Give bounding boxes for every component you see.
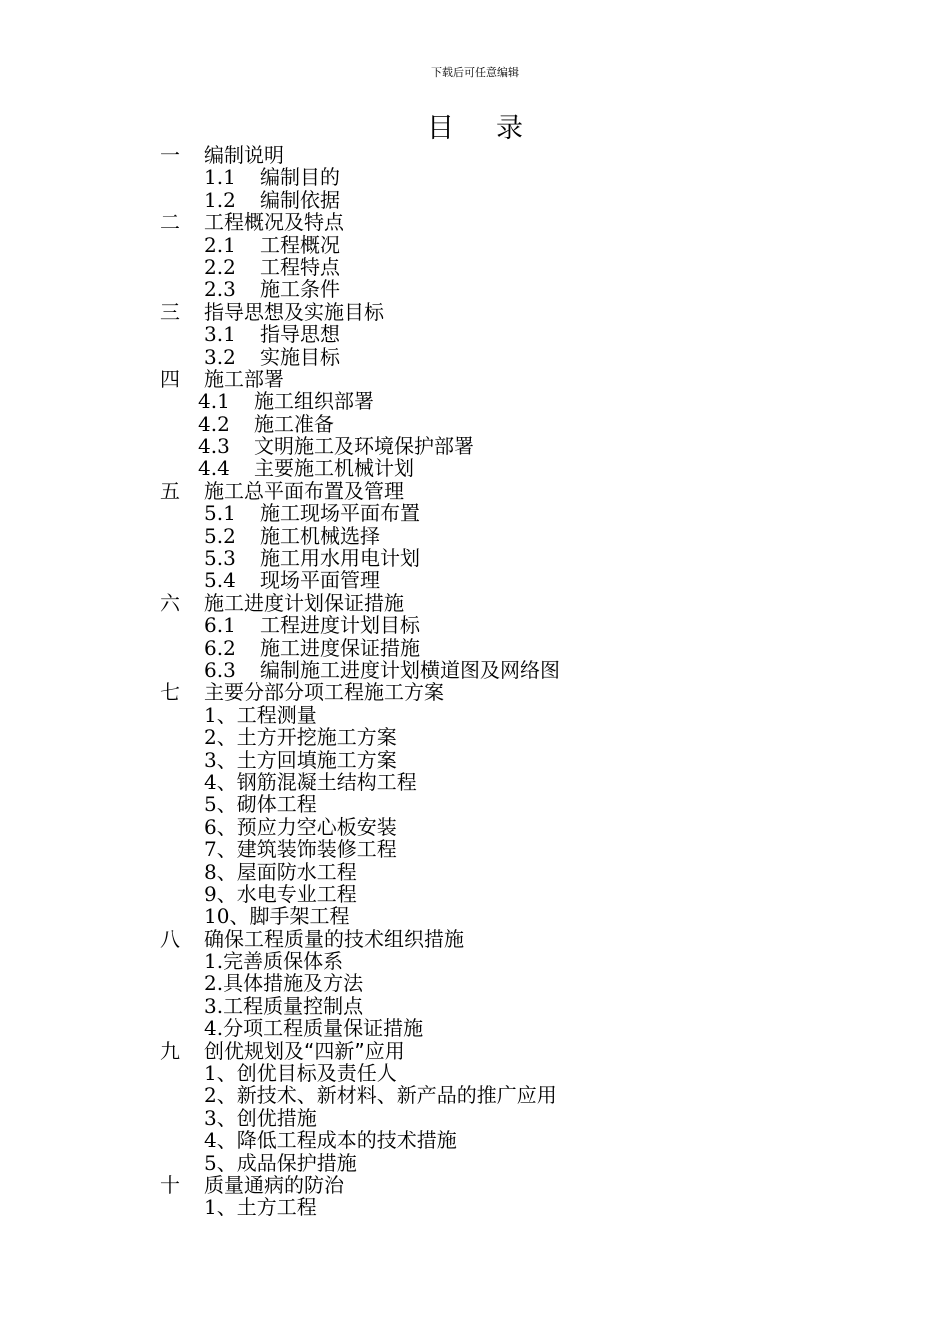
toc-section bbox=[0, 928, 950, 950]
toc-entry-label: 施工条件 bbox=[260, 277, 340, 302]
toc-entry-label: 工程特点 bbox=[260, 254, 340, 279]
toc-entry bbox=[0, 547, 950, 569]
toc-entry-text bbox=[204, 614, 420, 636]
toc-entry-text bbox=[204, 525, 380, 547]
toc-section-number: 一 bbox=[160, 143, 180, 167]
toc-entry-text bbox=[204, 166, 340, 188]
toc-entry-text bbox=[204, 234, 340, 256]
toc-entry-code: 2.1 bbox=[204, 232, 236, 257]
toc-entry-code: 3.2 bbox=[204, 344, 236, 369]
toc-entry-text: 10、脚手架工程 bbox=[204, 904, 350, 929]
toc-title bbox=[0, 112, 950, 146]
toc-title-left: 目 bbox=[427, 113, 454, 144]
toc-entry-text bbox=[198, 390, 374, 412]
toc-entry-label: 工程概况 bbox=[260, 232, 340, 257]
toc-entry-text: 4、降低工程成本的技术措施 bbox=[204, 1128, 457, 1153]
toc-entry-text: 1、创优目标及责任人 bbox=[204, 1061, 397, 1086]
toc-section-number: 十 bbox=[160, 1172, 180, 1197]
toc-entry bbox=[0, 749, 950, 771]
toc-entry bbox=[0, 972, 950, 994]
toc-section bbox=[0, 592, 950, 614]
toc-entry-label: 施工现场平面布置 bbox=[260, 501, 420, 526]
toc-entry-text: 2、土方开挖施工方案 bbox=[204, 725, 397, 750]
toc-entry bbox=[0, 1152, 950, 1174]
toc-entry bbox=[0, 861, 950, 883]
toc-entry bbox=[0, 1107, 950, 1129]
toc-section bbox=[0, 681, 950, 703]
toc-entry bbox=[0, 1062, 950, 1084]
toc-entry bbox=[0, 816, 950, 838]
toc-entry-text: 8、屋面防水工程 bbox=[204, 859, 357, 884]
toc-entry-code: 3.1 bbox=[204, 322, 236, 347]
toc-entry-code: 4.4 bbox=[198, 456, 230, 481]
toc-entry bbox=[0, 1129, 950, 1151]
toc-entry-text: 5、成品保护措施 bbox=[204, 1150, 357, 1175]
toc-section-number: 二 bbox=[160, 210, 180, 235]
toc-entry-label: 编制依据 bbox=[260, 187, 340, 212]
toc-section-title: 指导思想及实施目标 bbox=[204, 299, 384, 324]
toc-entry bbox=[0, 950, 950, 972]
toc-entry-code: 4.2 bbox=[198, 411, 230, 436]
toc-section bbox=[0, 1174, 950, 1196]
toc-entry bbox=[0, 995, 950, 1017]
toc-entry bbox=[0, 1196, 950, 1218]
toc-entry bbox=[0, 435, 950, 457]
toc-entry-text: 2、新技术、新材料、新产品的推广应用 bbox=[204, 1083, 557, 1108]
toc-entry-text: 9、水电专业工程 bbox=[204, 881, 357, 906]
toc-entry-label: 工程进度计划目标 bbox=[260, 613, 420, 638]
toc-entry bbox=[0, 413, 950, 435]
toc-entry-text bbox=[204, 323, 340, 345]
toc-entry-text: 6、预应力空心板安装 bbox=[204, 814, 397, 839]
toc-entry-text: 4.分项工程质量保证措施 bbox=[204, 1016, 424, 1041]
toc-entry-label: 编制施工进度计划横道图及网络图 bbox=[260, 657, 560, 682]
toc-entry-text bbox=[204, 659, 560, 681]
toc-entry-label: 现场平面管理 bbox=[260, 568, 380, 593]
toc-entry-code: 6.1 bbox=[204, 613, 236, 638]
toc-entry bbox=[0, 390, 950, 412]
toc-entry bbox=[0, 1084, 950, 1106]
toc-entry bbox=[0, 346, 950, 368]
toc-entry-text: 3、创优措施 bbox=[204, 1105, 317, 1130]
toc-entry bbox=[0, 659, 950, 681]
toc-section-number: 四 bbox=[160, 366, 180, 391]
toc-entry bbox=[0, 726, 950, 748]
toc-entry-text: 5、砌体工程 bbox=[204, 792, 317, 817]
toc-section bbox=[0, 368, 950, 390]
toc-entry-label: 主要施工机械计划 bbox=[254, 456, 414, 481]
toc-entry bbox=[0, 189, 950, 211]
toc-section bbox=[0, 211, 950, 233]
toc-entry bbox=[0, 166, 950, 188]
toc-section-number: 九 bbox=[160, 1038, 180, 1063]
toc-entry-text bbox=[198, 457, 414, 479]
toc-entry-text bbox=[198, 435, 474, 457]
toc-entry-text bbox=[198, 413, 334, 435]
toc-entry-code: 5.3 bbox=[204, 546, 236, 571]
toc-entry-text bbox=[204, 256, 340, 278]
toc-entry bbox=[0, 793, 950, 815]
toc-entry-text: 7、建筑装饰装修工程 bbox=[204, 837, 397, 862]
toc-entry-text bbox=[204, 547, 420, 569]
toc-section bbox=[0, 480, 950, 502]
toc-entry-code: 6.2 bbox=[204, 635, 236, 660]
toc-entry-text: 1.完善质保体系 bbox=[204, 949, 344, 974]
toc-entry bbox=[0, 502, 950, 524]
toc-entry-text bbox=[204, 346, 340, 368]
toc-section-title: 施工部署 bbox=[204, 366, 284, 391]
toc-entry bbox=[0, 234, 950, 256]
toc-section bbox=[0, 301, 950, 323]
toc-entry-text: 2.具体措施及方法 bbox=[204, 971, 364, 996]
toc-entry bbox=[0, 838, 950, 860]
toc-entry bbox=[0, 905, 950, 927]
toc-entry bbox=[0, 323, 950, 345]
toc-entry-code: 2.3 bbox=[204, 277, 236, 302]
toc-entry-label: 文明施工及环境保护部署 bbox=[254, 434, 474, 459]
toc-section-title: 确保工程质量的技术组织措施 bbox=[204, 926, 464, 951]
toc-entry-label: 施工组织部署 bbox=[254, 389, 374, 414]
toc-entry-text bbox=[204, 278, 340, 300]
toc-entry-code: 5.4 bbox=[204, 568, 236, 593]
toc-entry-text bbox=[204, 569, 380, 591]
toc-entry bbox=[0, 525, 950, 547]
toc-entry-code: 4.1 bbox=[198, 389, 230, 414]
toc-section-title: 编制说明 bbox=[204, 143, 284, 167]
toc-section-title: 施工进度计划保证措施 bbox=[204, 590, 404, 615]
toc-entry-text: 1、土方工程 bbox=[204, 1195, 317, 1220]
toc-entry bbox=[0, 883, 950, 905]
toc-entry-label: 实施目标 bbox=[260, 344, 340, 369]
toc-entry-text bbox=[204, 637, 420, 659]
toc-entry-code: 1.2 bbox=[204, 187, 236, 212]
toc-section-number: 五 bbox=[160, 478, 180, 503]
toc-section-number: 三 bbox=[160, 299, 180, 324]
toc-entry-text bbox=[204, 502, 420, 524]
toc-entry bbox=[0, 278, 950, 300]
toc-entry-label: 施工机械选择 bbox=[260, 523, 380, 548]
toc-section-number: 八 bbox=[160, 926, 180, 951]
toc-entry-label: 施工用水用电计划 bbox=[260, 546, 420, 571]
toc-entry-text: 4、钢筋混凝土结构工程 bbox=[204, 769, 417, 794]
toc-section bbox=[0, 1040, 950, 1062]
toc-entry bbox=[0, 614, 950, 636]
toc-entry-label: 施工进度保证措施 bbox=[260, 635, 420, 660]
toc-entry-text: 3、土方回填施工方案 bbox=[204, 747, 397, 772]
toc-entry bbox=[0, 771, 950, 793]
toc-entry bbox=[0, 256, 950, 278]
toc-entry bbox=[0, 704, 950, 726]
toc-entry-code: 2.2 bbox=[204, 254, 236, 279]
toc-entry bbox=[0, 457, 950, 479]
toc-entry-label: 施工准备 bbox=[254, 411, 334, 436]
header-note: 下载后可任意编辑 bbox=[431, 66, 519, 79]
toc-section-title: 质量通病的防治 bbox=[204, 1172, 344, 1197]
toc-entry-text: 1、工程测量 bbox=[204, 702, 317, 727]
toc-section-number: 七 bbox=[160, 680, 180, 705]
toc-entry bbox=[0, 569, 950, 591]
toc-entry bbox=[0, 637, 950, 659]
toc-list bbox=[0, 144, 950, 1219]
toc-entry-code: 1.1 bbox=[204, 165, 236, 190]
toc-section-title: 工程概况及特点 bbox=[204, 210, 344, 235]
toc-section-title: 施工总平面布置及管理 bbox=[204, 478, 404, 503]
toc-entry-text bbox=[204, 189, 340, 211]
toc-section-number: 六 bbox=[160, 590, 180, 615]
toc-entry-code: 5.1 bbox=[204, 501, 236, 526]
toc-entry-code: 4.3 bbox=[198, 434, 230, 459]
toc-entry-code: 6.3 bbox=[204, 657, 236, 682]
toc-section bbox=[0, 144, 950, 166]
toc-entry-label: 指导思想 bbox=[260, 322, 340, 347]
toc-entry-label: 编制目的 bbox=[260, 165, 340, 190]
toc-entry-code: 5.2 bbox=[204, 523, 236, 548]
toc-title-right: 录 bbox=[496, 113, 523, 144]
toc-section-title: 主要分部分项工程施工方案 bbox=[204, 680, 444, 705]
toc-entry bbox=[0, 1017, 950, 1039]
toc-section-title: 创优规划及“四新”应用 bbox=[204, 1038, 405, 1063]
toc-entry-text: 3.工程质量控制点 bbox=[204, 993, 364, 1018]
